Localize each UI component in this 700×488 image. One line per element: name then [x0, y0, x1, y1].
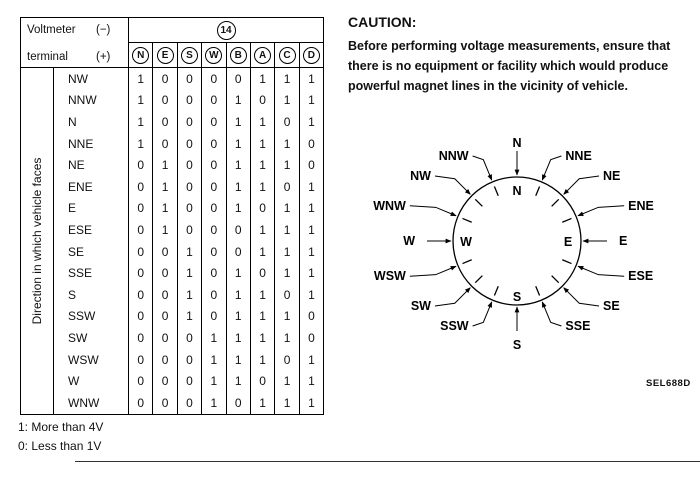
value-cell: 1 [226, 90, 250, 112]
value-cell: 0 [177, 327, 201, 349]
value-cell: 1 [275, 154, 299, 176]
arrow-sse [542, 302, 561, 326]
value-cell: 0 [129, 262, 153, 284]
tick-wsw [462, 260, 471, 264]
arrow-ene [578, 206, 624, 216]
side-label-cell [21, 68, 54, 415]
inner-label-s: S [512, 290, 522, 304]
value-cell: 1 [275, 68, 299, 90]
terminal-header-e [153, 43, 177, 68]
direction-cell: E [54, 198, 129, 220]
direction-cell: SE [54, 241, 129, 263]
direction-cell: SW [54, 327, 129, 349]
value-cell: 1 [250, 68, 274, 90]
table-row [21, 349, 324, 371]
value-cell: 1 [299, 176, 323, 198]
value-cell: 0 [275, 349, 299, 371]
value-cell: 1 [226, 370, 250, 392]
tick-nw [475, 199, 482, 206]
terminal-e-label: E [157, 47, 174, 64]
value-cell: 0 [226, 68, 250, 90]
compass-label-nw: NW [410, 168, 431, 183]
value-cell: 0 [202, 111, 226, 133]
value-cell: 0 [250, 370, 274, 392]
value-cell: 1 [299, 68, 323, 90]
compass-label-wsw: WSW [373, 269, 406, 284]
table-row [21, 392, 324, 414]
table-row [21, 370, 324, 392]
value-cell: 1 [250, 327, 274, 349]
caution-text: Before performing voltage measurements, ensure that there is no equipment or facility which would produce powerful magnet lines in the vicinity of vehicle. [348, 39, 671, 93]
terminal-header-d [299, 43, 323, 68]
value-cell: 0 [153, 392, 177, 414]
terminal-header-n [129, 43, 153, 68]
value-cell: 1 [226, 284, 250, 306]
value-cell: 0 [250, 90, 274, 112]
value-cell: 0 [153, 68, 177, 90]
value-cell: 0 [299, 306, 323, 328]
compass-label-nne: NNE [565, 149, 592, 164]
terminal-c-label: C [279, 47, 296, 64]
compass-label-ene: ENE [628, 198, 654, 213]
value-cell: 1 [250, 349, 274, 371]
table-row [21, 262, 324, 284]
compass-label-nnw: NNW [438, 149, 469, 164]
arrow-wnw [410, 206, 456, 216]
value-cell: 0 [153, 327, 177, 349]
value-cell: 1 [153, 154, 177, 176]
direction-cell: NW [54, 68, 129, 90]
tick-ne [552, 199, 559, 206]
legend-one: 1: More than 4V [18, 420, 104, 434]
direction-cell: WSW [54, 349, 129, 371]
arrow-nne [542, 156, 561, 180]
table-row [21, 133, 324, 155]
terminal-header-b [226, 43, 250, 68]
voltmeter-terminal-header [21, 18, 129, 68]
value-cell: 1 [299, 198, 323, 220]
value-cell: 1 [153, 219, 177, 241]
bottom-rule [75, 461, 700, 462]
value-cell: 0 [202, 284, 226, 306]
value-cell: 0 [202, 198, 226, 220]
value-cell: 0 [202, 241, 226, 263]
inner-label-e: E [563, 235, 573, 249]
value-cell: 1 [250, 392, 274, 414]
value-cell: 1 [299, 111, 323, 133]
compass-label-ese: ESE [628, 269, 654, 284]
value-cell: 0 [202, 68, 226, 90]
arrow-nw [435, 176, 470, 194]
table-row [21, 154, 324, 176]
connector-header [129, 18, 324, 43]
value-cell: 0 [129, 392, 153, 414]
value-cell: 0 [202, 219, 226, 241]
value-cell: 0 [299, 327, 323, 349]
value-cell: 0 [153, 349, 177, 371]
value-cell: 1 [226, 133, 250, 155]
legend-zero: 0: Less than 1V [18, 439, 102, 453]
value-cell: 1 [129, 133, 153, 155]
value-cell: 0 [177, 111, 201, 133]
terminal-header-s [177, 43, 201, 68]
tick-wnw [462, 218, 471, 222]
value-cell: 1 [299, 370, 323, 392]
value-cell: 0 [153, 284, 177, 306]
voltmeter-label: Voltmeter [27, 24, 76, 36]
value-cell: 0 [202, 90, 226, 112]
value-cell: 1 [226, 306, 250, 328]
value-cell: 1 [177, 284, 201, 306]
value-cell: 1 [250, 284, 274, 306]
value-cell: 0 [153, 111, 177, 133]
arrow-nnw [473, 156, 492, 180]
terminal-n-label: N [132, 47, 149, 64]
side-label: Direction in which vehicle faces [30, 157, 44, 325]
value-cell: 1 [275, 370, 299, 392]
value-cell: 1 [275, 198, 299, 220]
value-cell: 0 [202, 154, 226, 176]
value-cell: 0 [129, 154, 153, 176]
value-cell: 1 [275, 90, 299, 112]
value-cell: 0 [129, 241, 153, 263]
tick-se [552, 276, 559, 283]
value-cell: 0 [153, 370, 177, 392]
minus-label: (−) [96, 24, 111, 36]
inner-label-w: W [460, 235, 472, 249]
arrow-sw [435, 288, 470, 306]
value-cell: 1 [299, 392, 323, 414]
value-cell: 0 [202, 176, 226, 198]
compass-label-sw: SW [410, 299, 431, 314]
value-cell: 0 [299, 133, 323, 155]
direction-cell: ENE [54, 176, 129, 198]
value-cell: 0 [299, 154, 323, 176]
value-cell: 1 [275, 392, 299, 414]
compass-label-w: W [403, 234, 415, 248]
value-cell: 1 [226, 154, 250, 176]
value-cell: 0 [202, 306, 226, 328]
value-cell: 1 [202, 370, 226, 392]
value-cell: 0 [250, 198, 274, 220]
value-cell: 0 [129, 198, 153, 220]
value-cell: 1 [299, 262, 323, 284]
value-cell: 1 [153, 198, 177, 220]
value-cell: 1 [177, 262, 201, 284]
value-cell: 0 [177, 90, 201, 112]
value-cell: 1 [226, 349, 250, 371]
arrow-se [564, 288, 599, 306]
value-cell: 1 [250, 241, 274, 263]
value-cell: 1 [275, 262, 299, 284]
value-cell: 1 [177, 306, 201, 328]
direction-cell: SSW [54, 306, 129, 328]
inner-label-n: N [512, 184, 522, 198]
table-row [21, 68, 324, 90]
value-cell: 1 [275, 133, 299, 155]
value-cell: 1 [275, 241, 299, 263]
value-cell: 0 [275, 111, 299, 133]
value-cell: 1 [202, 392, 226, 414]
value-cell: 1 [299, 219, 323, 241]
tick-nne [536, 186, 540, 195]
table-row [21, 176, 324, 198]
compass-label-ssw: SSW [440, 318, 469, 333]
table-row [21, 306, 324, 328]
value-cell: 1 [129, 68, 153, 90]
value-cell: 0 [129, 176, 153, 198]
value-cell: 1 [202, 327, 226, 349]
table-row [21, 219, 324, 241]
tick-sse [536, 286, 540, 295]
value-cell: 1 [226, 198, 250, 220]
plus-label: (+) [96, 51, 111, 63]
value-cell: 0 [226, 392, 250, 414]
value-cell: 0 [177, 349, 201, 371]
value-cell: 0 [177, 370, 201, 392]
tick-ene [562, 218, 571, 222]
value-cell: 0 [153, 133, 177, 155]
direction-cell: S [54, 284, 129, 306]
value-cell: 1 [202, 349, 226, 371]
value-cell: 1 [129, 111, 153, 133]
value-cell: 0 [129, 219, 153, 241]
terminal-w-label: W [205, 47, 222, 64]
value-cell: 0 [226, 219, 250, 241]
value-cell: 0 [177, 133, 201, 155]
value-cell: 1 [250, 219, 274, 241]
value-cell: 1 [275, 219, 299, 241]
value-cell: 1 [226, 262, 250, 284]
compass-label-wnw: WNW [373, 198, 406, 213]
value-cell: 0 [153, 90, 177, 112]
value-cell: 0 [129, 327, 153, 349]
tick-ese [562, 260, 571, 264]
value-cell: 0 [177, 392, 201, 414]
value-cell: 1 [177, 241, 201, 263]
terminal-header-a [250, 43, 274, 68]
value-cell: 1 [226, 327, 250, 349]
direction-cell: WNW [54, 392, 129, 414]
value-cell: 1 [129, 90, 153, 112]
value-cell: 0 [153, 306, 177, 328]
arrow-ne [564, 176, 599, 194]
terminal-label: terminal [27, 51, 68, 63]
direction-cell: W [54, 370, 129, 392]
direction-cell: ESE [54, 219, 129, 241]
tick-nnw [494, 186, 498, 195]
value-cell: 0 [226, 241, 250, 263]
table-row [21, 241, 324, 263]
arrow-ese [578, 266, 624, 276]
value-cell: 1 [226, 176, 250, 198]
direction-cell: SSE [54, 262, 129, 284]
value-cell: 1 [299, 349, 323, 371]
value-cell: 0 [202, 262, 226, 284]
value-cell: 0 [153, 241, 177, 263]
table-row [21, 198, 324, 220]
value-cell: 1 [250, 154, 274, 176]
value-cell: 1 [299, 241, 323, 263]
value-cell: 0 [129, 370, 153, 392]
terminal-header-w [202, 43, 226, 68]
direction-cell: N [54, 111, 129, 133]
table-row [21, 111, 324, 133]
terminal-header-c [275, 43, 299, 68]
voltage-table [20, 17, 324, 415]
value-cell: 0 [250, 262, 274, 284]
arrow-wsw [410, 266, 456, 276]
value-cell: 0 [275, 284, 299, 306]
direction-cell: NNW [54, 90, 129, 112]
value-cell: 1 [250, 306, 274, 328]
value-cell: 0 [129, 306, 153, 328]
compass-label-n: N [512, 136, 522, 150]
value-cell: 0 [177, 68, 201, 90]
compass-label-s: S [512, 338, 522, 352]
compass-label-se: SE [603, 299, 620, 314]
value-cell: 0 [153, 262, 177, 284]
value-cell: 0 [129, 284, 153, 306]
compass-label-ne: NE [603, 168, 621, 183]
value-cell: 1 [250, 111, 274, 133]
arrow-ssw [473, 302, 492, 326]
value-cell: 1 [275, 327, 299, 349]
value-cell: 1 [153, 176, 177, 198]
value-cell: 0 [177, 154, 201, 176]
compass-label-e: E [619, 234, 628, 248]
value-cell: 1 [226, 111, 250, 133]
compass-label-sse: SSE [565, 318, 591, 333]
table-row [21, 284, 324, 306]
terminal-a-label: A [254, 47, 271, 64]
terminal-b-label: B [230, 47, 247, 64]
table-row [21, 327, 324, 349]
compass-diagram [362, 128, 672, 368]
terminal-s-label: S [181, 47, 198, 64]
value-cell: 0 [129, 349, 153, 371]
connector-number: 14 [217, 21, 236, 40]
value-cell: 0 [202, 133, 226, 155]
value-cell: 0 [177, 176, 201, 198]
value-cell: 1 [275, 306, 299, 328]
value-cell: 1 [299, 90, 323, 112]
value-cell: 1 [299, 284, 323, 306]
direction-cell: NNE [54, 133, 129, 155]
terminal-d-label: D [303, 47, 320, 64]
tick-sw [475, 276, 482, 283]
value-cell: 0 [177, 219, 201, 241]
value-cell: 0 [177, 198, 201, 220]
value-cell: 0 [275, 176, 299, 198]
direction-cell: NE [54, 154, 129, 176]
figure-code: SEL688D [646, 378, 691, 389]
caution-title: CAUTION: [348, 14, 417, 30]
value-cell: 1 [250, 176, 274, 198]
value-cell: 1 [250, 133, 274, 155]
table-row [21, 90, 324, 112]
tick-ssw [494, 286, 498, 295]
